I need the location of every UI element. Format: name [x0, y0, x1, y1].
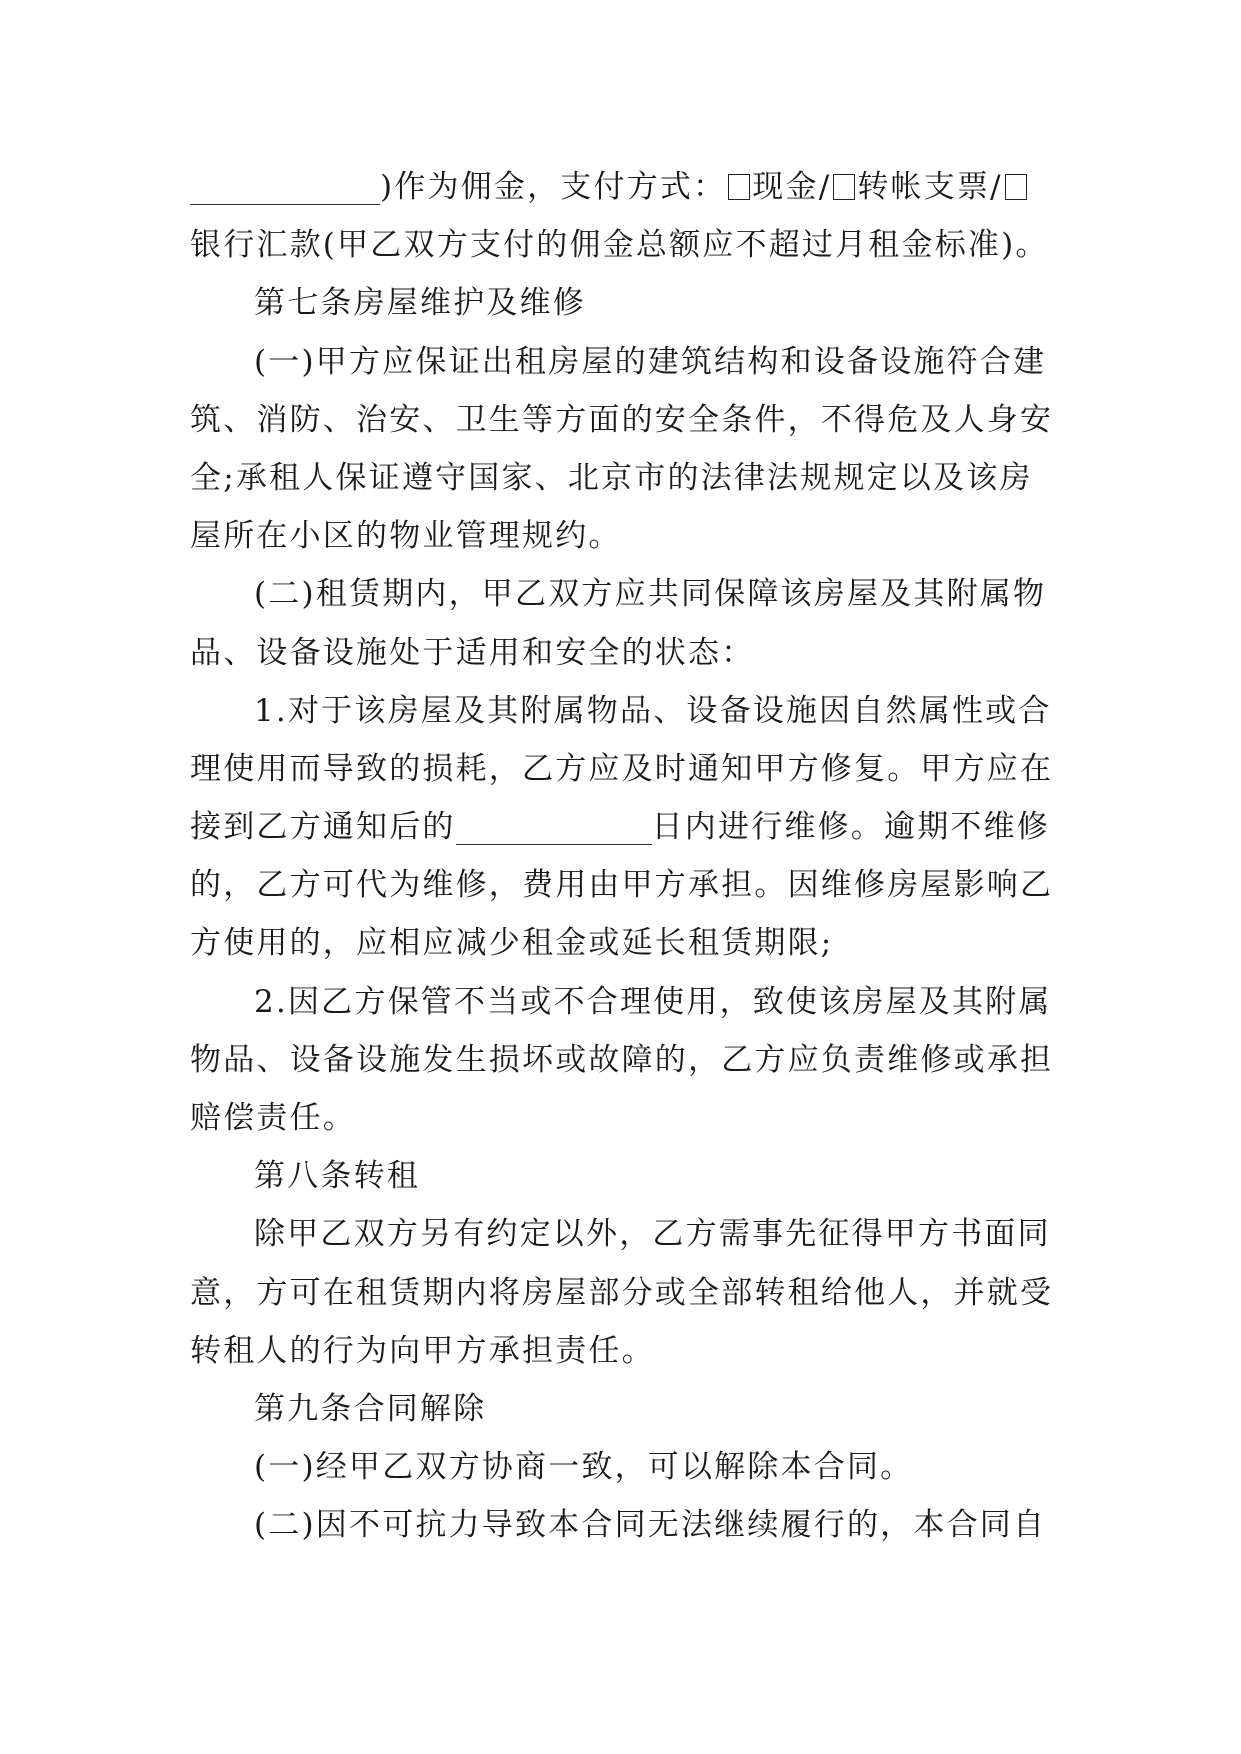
- text-run: 现金/: [752, 169, 832, 205]
- text-line: (二)因不可抗力导致本合同无法继续履行的，本合同自: [254, 1507, 1047, 1544]
- fill-blank: [190, 172, 380, 205]
- text-line: [190, 158, 1052, 216]
- text-line: 转租人的行为向甲方承担责任。: [190, 1332, 655, 1369]
- text-line: 意，方可在租赁期内将房屋部分或全部转租给他人，并就受: [190, 1274, 1054, 1311]
- text-line: (二)租赁期内，甲乙双方应共同保障该房屋及其附属物: [254, 576, 1047, 613]
- text-line: 除甲乙双方另有约定以外，乙方需事先征得甲方书面同: [254, 1216, 1051, 1253]
- text-line: 理使用而导致的损耗，乙方应及时通知甲方修复。甲方应在: [190, 750, 1054, 787]
- text-run: 转帐支票/: [857, 169, 1003, 205]
- text-line: 银行汇款(甲乙双方支付的佣金总额应不超过月租金标准)。: [190, 227, 1049, 264]
- text-line: [190, 798, 1052, 856]
- text-line: 筑、消防、治安、卫生等方面的安全条件，不得危及人身安: [190, 401, 1054, 438]
- text-line: 屋所在小区的物业管理规约。: [190, 518, 622, 555]
- text-line: 的，乙方可代为维修，费用由甲方承担。因维修房屋影响乙: [190, 867, 1054, 904]
- checkbox-bank-remittance[interactable]: [1005, 174, 1027, 200]
- text-line: 物品、设备设施发生损坏或故障的，乙方应负责维修或承担: [190, 1041, 1054, 1078]
- checkbox-cash[interactable]: [728, 174, 750, 200]
- text-line: 方使用的，应相应减少租金或延长租赁期限;: [190, 925, 834, 962]
- text-run: 接到乙方通知后的: [190, 809, 456, 846]
- checkbox-transfer-cheque[interactable]: [833, 174, 855, 200]
- text-line: 1.对于该房屋及其附属物品、设备设施因自然属性或合: [254, 692, 1052, 729]
- text-line: 品、设备设施处于适用和安全的状态：: [190, 634, 755, 671]
- text-line: (一)甲方应保证出租房屋的建筑结构和设备设施符合建: [254, 343, 1047, 380]
- text-run: )作为佣金，支付方式：: [380, 169, 727, 205]
- section-heading: 第九条合同解除: [254, 1390, 487, 1427]
- text-line: 全;承租人保证遵守国家、北京市的法律法规规定以及该房: [190, 459, 1033, 496]
- section-heading: 第七条房屋维护及维修: [254, 285, 586, 322]
- document-body: [190, 158, 1052, 1555]
- fill-blank: [456, 812, 652, 845]
- text-line: 赔偿责任。: [190, 1100, 356, 1136]
- text-line: 2.因乙方保管不当或不合理使用，致使该房屋及其附属: [254, 983, 1052, 1020]
- text-line: (一)经甲乙双方协商一致，可以解除本合同。: [254, 1449, 914, 1486]
- text-run: 日内进行维修。逾期不维修: [651, 809, 1051, 846]
- section-heading: 第八条转租: [254, 1158, 420, 1195]
